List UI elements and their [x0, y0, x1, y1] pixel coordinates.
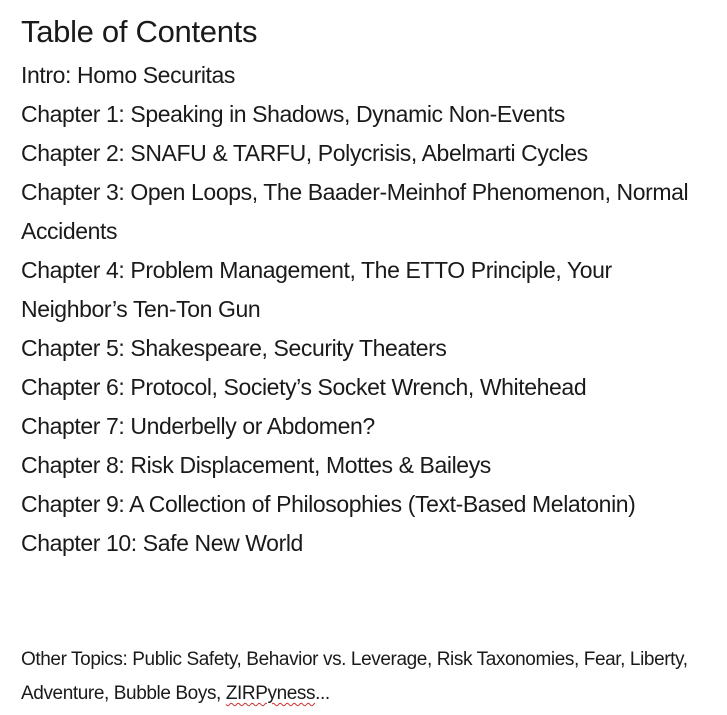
toc-list — [21, 56, 721, 563]
toc-entry-chapter-5: Chapter 5: Shakespeare, Security Theaters — [21, 335, 447, 361]
other-topics-ellipsis: ... — [315, 683, 330, 704]
other-topics-text: Other Topics: Public Safety, Behavior vs. Leverage, Risk Taxonomies, Fear, Liberty, Adventure, Bubble Boys, — [21, 649, 688, 704]
toc-entry-chapter-6: Chapter 6: Protocol, Society’s Socket Wrench, Whitehead — [21, 374, 587, 400]
table-of-contents — [21, 12, 721, 563]
spellcheck-flagged-word[interactable]: ZIRPyness — [225, 683, 316, 704]
toc-entry-chapter-3: Chapter 3: Open Loops, The Baader-Meinhof Phenomenon, Normal Accidents — [21, 179, 689, 244]
toc-title: Table of Contents — [21, 14, 258, 49]
toc-entry-chapter-4: Chapter 4: Problem Management, The ETTO Principle, Your Neighbor’s Ten-Ton Gun — [21, 257, 612, 322]
other-topics-paragraph — [21, 643, 721, 711]
toc-entry-intro: Intro: Homo Securitas — [21, 62, 236, 88]
toc-entry-chapter-10: Chapter 10: Safe New World — [21, 530, 303, 556]
toc-entry-chapter-9: Chapter 9: A Collection of Philosophies (Text-Based Melatonin) — [21, 491, 636, 517]
toc-entry-chapter-1: Chapter 1: Speaking in Shadows, Dynamic Non-Events — [21, 101, 565, 127]
toc-entry-chapter-7: Chapter 7: Underbelly or Abdomen? — [21, 413, 375, 439]
toc-entry-chapter-2: Chapter 2: SNAFU & TARFU, Polycrisis, Abelmarti Cycles — [21, 140, 588, 166]
toc-entry-chapter-8: Chapter 8: Risk Displacement, Mottes & Baileys — [21, 452, 491, 478]
